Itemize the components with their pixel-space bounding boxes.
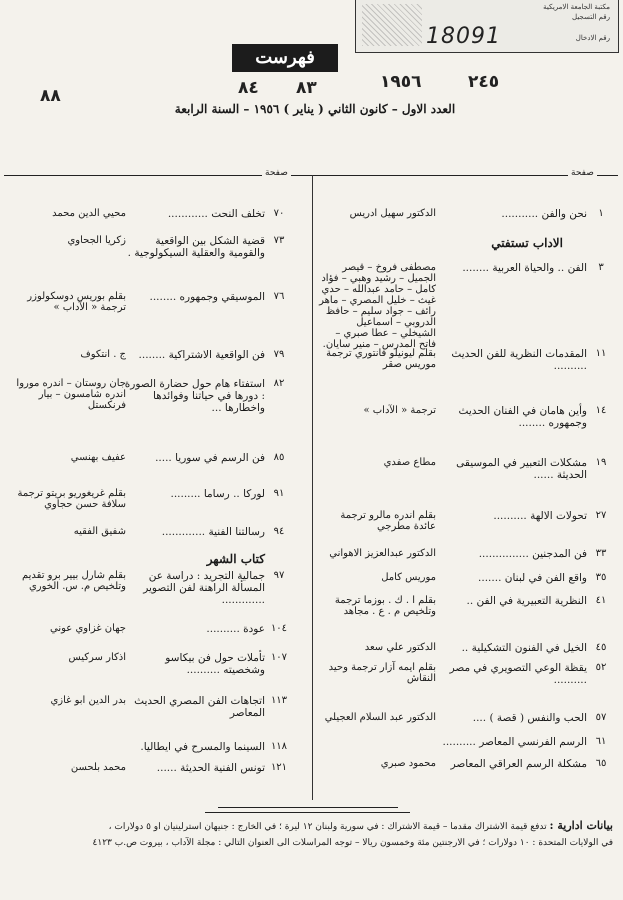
admin-line-1: تدفع قيمة الاشتراك مقدما – قيمة الاشتراك : في سورية ولبنان ١٢ ليرة ؛ في الخارج : جنيهان استرلينيان او ٥ دولارات ،: [108, 822, 547, 832]
toc-entry-title: فن الرسم في سوريا .....: [155, 452, 265, 464]
toc-entry-title: المقدمات النظرية للفن الحديث ..........: [451, 348, 587, 372]
toc-page-number: ١٠٤: [270, 623, 288, 634]
handwritten-mark-5: ٨٣: [296, 78, 317, 98]
toc-page-number: ٧٦: [273, 291, 285, 302]
stamp-line-2: رقم التسجيل: [572, 13, 610, 21]
toc-entry-title: السينما والمسرح في ايطاليا.: [140, 741, 265, 753]
toc-entry-title: قضية الشكل بين الواقعية والقومية والعقلية السيكولوجية .: [127, 235, 265, 259]
library-stamp: [355, 0, 619, 53]
toc-page-number: ١٤: [595, 405, 607, 416]
toc-page-number: ١١٨: [270, 741, 288, 752]
stamp-line-3: رقم الادخال: [575, 34, 610, 42]
toc-entry-title: مشكلات التعبير في الموسيقى الحديثة ......: [456, 457, 587, 481]
toc-page-number: ١٩: [595, 457, 607, 468]
toc-entry-title: استفتاء هام حول حضارة الصورة : دورها في حياتنا وفوائدها واخطارها ...: [124, 378, 265, 414]
toc-entry-title: يقظة الوعي التصويري في مصر ..........: [449, 662, 587, 686]
toc-entry-author: ترجمة « الآداب »: [363, 405, 436, 416]
toc-page-number: ١٠٧: [270, 652, 288, 663]
toc-entry-title: تحولات الالهة ..........: [493, 510, 587, 522]
admin-heading: بيانات ادارية :: [549, 819, 613, 832]
toc-page-number: ٣: [598, 262, 604, 273]
toc-page-number: ٦٥: [595, 758, 607, 769]
toc-entry-author: جهان غزاوي عوني: [50, 623, 126, 634]
handwritten-mark-1: ٢٤٥: [468, 72, 500, 92]
toc-page-number: ٩٤: [273, 526, 285, 537]
toc-entry-title: لوركا .. رساما .........: [170, 488, 265, 500]
toc-entry-author: جان روستان – اندره موروا اندره شامسون – بيار فرنكستل: [16, 378, 126, 411]
right-column-label: صفحة: [568, 168, 597, 178]
toc-entry-author: الدكتور عبدالعزيز الاهواني: [329, 548, 436, 559]
handwritten-mark-4: ٨٤: [238, 78, 259, 98]
stamp-seal: [362, 4, 422, 46]
toc-entry-author: بقلم ا . ك . بوزما ترجمة وتلخيص م . ع . مجاهد: [334, 595, 436, 617]
toc-page-number: ٣٣: [595, 548, 607, 559]
toc-page-number: ٧٠: [273, 208, 285, 219]
toc-page-number: ٨٥: [273, 452, 285, 463]
toc-page-number: ١١: [595, 348, 607, 359]
toc-entry-author: بدر الدين ابو غازي: [50, 695, 126, 706]
handwritten-mark-3: ٨٨: [40, 86, 61, 106]
toc-entry-title: النظرية التعبيرية في الفن ..: [466, 595, 587, 607]
toc-entry-author: اذكار سركيس: [68, 652, 126, 663]
handwritten-mark-2: ١٩٥٦: [380, 72, 422, 92]
toc-entry-author: زكريا الجحاوي: [67, 235, 126, 246]
toc-entry-title: مشكلة الرسم العراقي المعاصر: [450, 758, 587, 770]
toc-page-number: ٤١: [595, 595, 607, 606]
toc-entry-author: ج . انتكوف: [80, 349, 126, 360]
toc-entry-author: الدكتور عبد السلام العجيلي: [324, 712, 436, 723]
toc-entry-author: محمد بلحسن: [70, 762, 126, 773]
toc-page-number: ٥٧: [595, 712, 607, 723]
toc-page-number: ٧٩: [273, 349, 285, 360]
issue-subtitle: العدد الاول – كانون الثاني ( يناير ) ١٩٥٦ – السنة الرابعة: [174, 102, 456, 116]
toc-page-number: ١: [598, 208, 604, 219]
toc-entry-title: واقع الفن في لبنان .......: [478, 572, 587, 584]
stamp-line-1: مكتبة الجامعة الامريكية: [543, 3, 610, 11]
toc-entry-title: فن المدجنين ...............: [478, 548, 587, 560]
toc-entry-title: الفن .. والحياة العربية ........: [462, 262, 587, 274]
toc-entry-author: محمود صبري: [380, 758, 436, 769]
toc-entry-title: وأين هامان في الفنان الحديث وجمهوره ........: [458, 405, 587, 429]
toc-entry-title: تخلف النحت ............: [167, 208, 265, 220]
toc-entry-title: الحب والنفس ( قصة ) ....: [472, 712, 587, 724]
toc-entry-author: بقلم ليونيلو فانتوري ترجمة موريس صقر: [326, 348, 436, 370]
toc-entry-title: الموسيقي وجمهوره ........: [149, 291, 265, 303]
stamp-number: 18091: [426, 24, 501, 49]
toc-entry-author: الدكتور سهيل ادريس: [349, 208, 436, 219]
admin-notice: [10, 818, 613, 851]
toc-entry-author: بقلم غريغوريو بريتو ترجمة سلافة حسن حجاوي: [17, 488, 126, 510]
toc-entry-title: عودة ..........: [206, 623, 265, 635]
toc-entry-title: فن الواقعية الاشتراكية ........: [138, 349, 265, 361]
toc-page-number: ٥٢: [595, 662, 607, 673]
toc-entry-title: اتجاهات الفن المصري الحديث المعاصر: [134, 695, 265, 719]
toc-page-number: ١٢١: [270, 762, 288, 773]
toc-page-number: ٣٥: [595, 572, 607, 583]
toc-entry-author: بقلم بوريس دوسكولوزر ترجمة « الآداب »: [27, 291, 126, 313]
left-column-label: صفحة: [262, 168, 291, 178]
toc-entry-title: جمالية التجريد : دراسة عن المسألة الراهنة لفن التصوير .............: [143, 570, 265, 606]
toc-entry-title: نحن والفن ...........: [501, 208, 587, 220]
toc-page-number: ٩٧: [273, 570, 285, 581]
toc-entry-author: مصطفى فروخ – قيصر الجميل – رشيد وهبي – فؤاد كامل – حامد عبدالله – حدي غيث – خليل المصري – ماهر رائف – جواد سليم – حافظ الدروبي – اسماعيل الشيخلي – عطا صبري – فاتح المدرس – منير سايان.: [319, 262, 436, 350]
toc-entry-author: الدكتور علي سعد: [364, 642, 436, 653]
toc-entry-author: محيي الدين محمد: [52, 208, 126, 219]
toc-page-number: ٨٢: [273, 378, 285, 389]
toc-page-number: ٩١: [273, 488, 285, 499]
footer-rule-2: [205, 812, 410, 813]
toc-entry-title: رسالتنا الفنية .............: [161, 526, 265, 538]
toc-page-number: ٦١: [595, 736, 607, 747]
toc-entry-author: بقلم ايمه آزار ترجمة وحيد النقاش: [328, 662, 436, 684]
toc-entry-author: موريس كامل: [381, 572, 436, 583]
toc-entry-author: مطاع صفدي: [383, 457, 436, 468]
admin-line-2: في الولايات المتحدة : ١٠ دولارات ؛ في الارجنتين مئة وخمسون ريالا – توجه المراسلات الى العنوان التالي : مجلة الآداب ، بيروت ص.ب ٤١٢٣: [92, 838, 613, 848]
toc-page-number: ٧٣: [273, 235, 285, 246]
toc-entry-author: شفيق الفقيه: [73, 526, 126, 537]
toc-entry-title: الخيل في الفنون التشكيلية ..: [461, 642, 587, 654]
toc-entry-title: تأملات حول فن بيكاسو وشخصيته ..........: [165, 652, 265, 676]
toc-entry-author: بقلم اندره مالرو ترجمة عائدة مطرجي: [340, 510, 436, 532]
footer-rule: [218, 807, 398, 808]
toc-entry-title: تونس الفنية الحديثة ......: [156, 762, 265, 774]
toc-entry-title: الرسم الفرنسي المعاصر ..........: [442, 736, 587, 748]
toc-page-number: ٤٥: [595, 642, 607, 653]
toc-entry-author: بقلم شارل بيير برو تقديم وتلخيص م. س. الخوري: [21, 570, 126, 592]
toc-entry-author: عفيف بهنسي: [70, 452, 126, 463]
toc-page-number: ١١٣: [270, 695, 288, 706]
toc-page-number: ٢٧: [595, 510, 607, 521]
toc-section-heading: الاداب تستفتي: [491, 236, 563, 250]
page-title: فهرست: [232, 44, 338, 72]
toc-section-heading: كتاب الشهر: [206, 552, 265, 566]
column-divider: [312, 175, 313, 800]
